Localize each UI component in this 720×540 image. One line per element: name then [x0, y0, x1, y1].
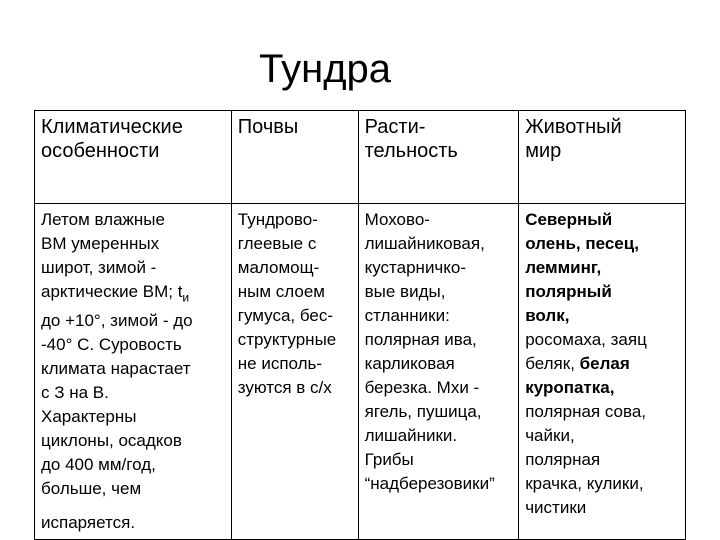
animals-bold: волк, — [525, 306, 570, 325]
climate-line-arctic — [41, 280, 227, 309]
climate-line: до 400 мм/год, — [41, 455, 156, 475]
table-body-row — [35, 204, 686, 540]
vegetation-line: Мохово- — [364, 210, 430, 229]
soils-line: Тундрово- — [237, 210, 318, 229]
climate-line: Летом влажные — [41, 210, 165, 229]
table-header-row — [35, 111, 686, 204]
climate-line: с З на В. — [41, 383, 109, 403]
page-title: Тундра — [258, 47, 392, 91]
vegetation-cell — [358, 204, 519, 540]
animals-line — [525, 280, 681, 304]
animals-line: полярная — [525, 450, 601, 469]
climate-line: циклоны, осадков — [41, 431, 182, 451]
climate-line: широт, зимой - — [41, 258, 157, 277]
vegetation-line: Грибы — [364, 450, 414, 469]
animals-bold: полярный — [525, 282, 612, 301]
climate-line: до +10°, зимой - до — [41, 311, 193, 331]
header-animals-line-2: мир — [525, 140, 562, 162]
vegetation-line: лишайники. — [364, 426, 458, 445]
header-vegetation-line-1: Расти- — [364, 116, 426, 138]
animals-line: полярная сова, — [525, 402, 647, 421]
animals-bold: олень, песец, — [525, 234, 639, 253]
soils-line: структурные — [237, 330, 337, 349]
vegetation-line: лишайниковая, — [364, 234, 485, 253]
header-climate-line-2: особенности — [41, 140, 160, 162]
vegetation-line: полярная ива, — [364, 330, 477, 349]
soils-line: ным слоем — [237, 282, 325, 301]
header-vegetation — [358, 111, 519, 204]
soils-line: зуются в с/х — [237, 378, 332, 397]
soils-line: маломощ- — [237, 258, 320, 277]
climate-gap — [41, 501, 227, 511]
soils-line: глеевые с — [237, 234, 317, 253]
vegetation-line: вые виды, — [364, 282, 446, 301]
animals-line: чистики — [525, 498, 587, 517]
vegetation-line: ягель, пушица, — [364, 402, 482, 421]
animals-line — [525, 208, 681, 232]
header-vegetation-line-2: тельность — [364, 140, 458, 162]
animals-line — [525, 256, 681, 280]
vegetation-line: кустарничко- — [364, 258, 467, 277]
animals-line: чайки, — [525, 426, 575, 445]
header-climate-line-1: Климатические — [41, 116, 183, 138]
climate-cell — [35, 204, 232, 540]
header-climate — [35, 111, 232, 204]
tundra-table — [34, 110, 686, 540]
climate-line: Характерны — [41, 407, 137, 427]
animals-cell — [519, 204, 686, 540]
climate-arctic-text: арктические ВМ; t — [41, 282, 183, 301]
animals-bold: белая — [579, 354, 630, 373]
soils-cell — [231, 204, 358, 540]
climate-arctic-subscript: и — [182, 290, 190, 305]
header-soils-line-1: Почвы — [237, 116, 299, 138]
animals-line: крачка, кулики, — [525, 474, 644, 493]
vegetation-line: березка. Мхи - — [364, 378, 480, 397]
climate-line-last: испаряется. — [41, 513, 136, 533]
vegetation-line: карликовая — [364, 354, 455, 373]
animals-text: беляк, — [525, 354, 580, 373]
animals-bold: лемминг, — [525, 258, 602, 277]
animals-line: росомаха, заяц — [525, 330, 647, 349]
climate-line: больше, чем — [41, 479, 142, 499]
climate-line: климата нарастает — [41, 359, 191, 379]
soils-line: не исполь- — [237, 354, 323, 373]
animals-line — [525, 304, 681, 328]
animals-bold: куропатка, — [525, 378, 615, 397]
climate-line: -40° С. Суровость — [41, 335, 182, 355]
animals-bold: Северный — [525, 210, 613, 229]
vegetation-line: “надберезовики” — [364, 474, 495, 493]
vegetation-line: стланники: — [364, 306, 450, 325]
animals-line — [525, 376, 681, 400]
animals-line — [525, 352, 681, 376]
header-soils — [231, 111, 358, 204]
climate-line: ВМ умеренных — [41, 234, 160, 253]
animals-line — [525, 232, 681, 256]
soils-line: гумуса, бес- — [237, 306, 334, 325]
header-animals — [519, 111, 686, 204]
header-animals-line-1: Животный — [525, 116, 622, 138]
